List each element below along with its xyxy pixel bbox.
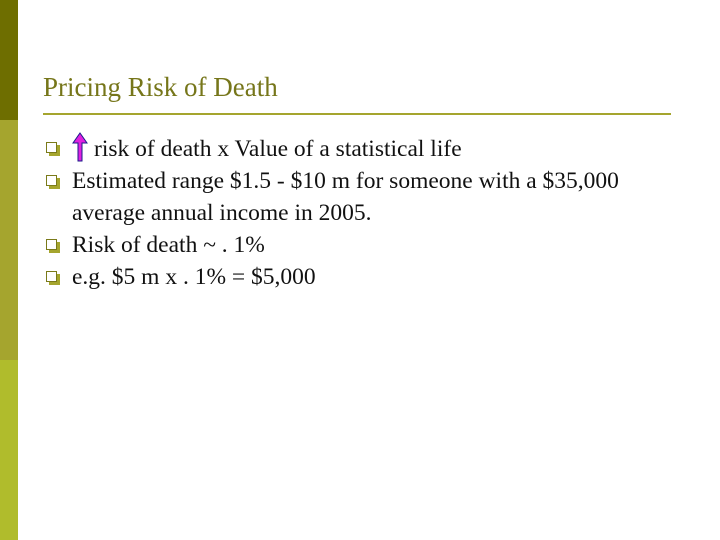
title-underline — [43, 113, 671, 115]
bullet-box-icon — [46, 239, 57, 250]
up-arrow-icon — [72, 132, 88, 162]
sidebar-segment-top — [0, 0, 18, 120]
sidebar-segment-bottom — [0, 360, 18, 540]
slide-title: Pricing Risk of Death — [43, 72, 278, 102]
sidebar-accent-bar — [0, 0, 18, 540]
bullet-text: risk of death x Value of a statistical life — [94, 136, 462, 162]
bullet-text: e.g. $5 m x . 1% = $5,000 — [72, 264, 316, 290]
bullet-box-icon — [46, 271, 57, 282]
bullet-text: Estimated range $1.5 - $10 m for someone with a $35,000 average annual income in 2005. — [72, 168, 619, 226]
bullet-box-icon — [46, 175, 57, 186]
bullet-text: Risk of death ~ . 1% — [72, 232, 265, 258]
bullet-item — [43, 132, 683, 165]
bullet-list — [43, 132, 683, 293]
bullet-item — [43, 261, 683, 293]
bullet-box-icon — [46, 142, 57, 153]
sidebar-segment-middle — [0, 120, 18, 360]
bullet-item — [43, 165, 683, 229]
bullet-item — [43, 229, 683, 261]
